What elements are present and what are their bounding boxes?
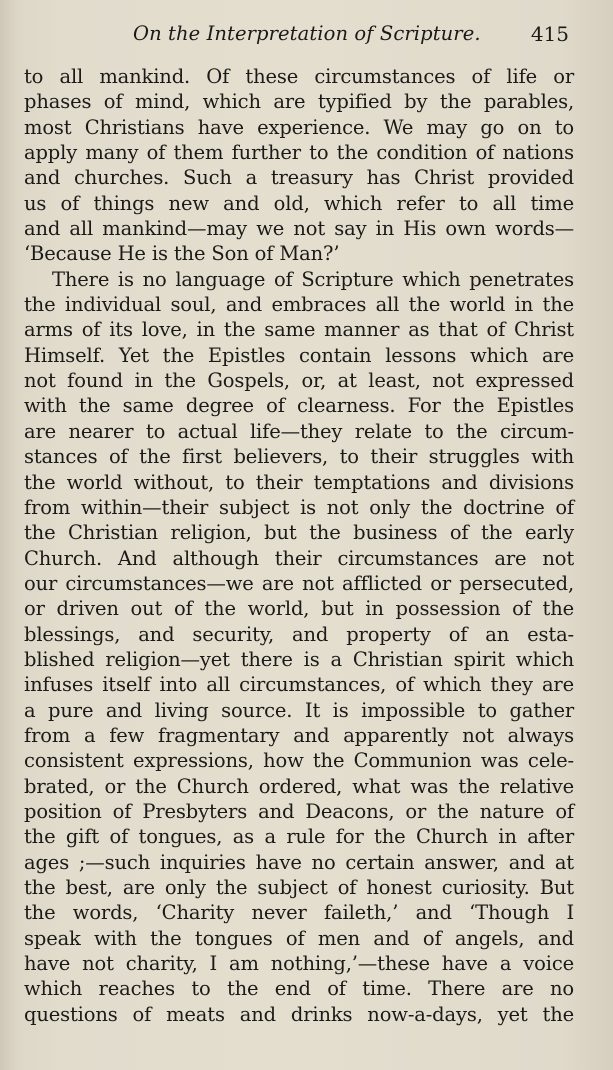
page-number: 415 [530, 22, 569, 46]
text-line-6: us of things new and old, which refer to all time [24, 191, 574, 215]
text-line-21: our circumstances—we are not afflicted or persecuted, [24, 571, 574, 595]
text-line-19: the Christian religion, but the business of the early [24, 521, 574, 545]
text-line-28: consistent expressions, how the Communion was cele- [24, 749, 574, 773]
text-line-37: which reaches to the end of time. There are no [24, 977, 574, 1001]
text-line-27: from a few fragmentary and apparently not always [24, 723, 574, 747]
running-title: On the Interpretation of Scripture. [133, 22, 481, 45]
text-line-17: the world without, to their temptations and divisions [24, 470, 574, 494]
text-line-14: with the same degree of clearness. For the Epistles [24, 394, 574, 418]
text-line-32: ages ;—such inquiries have no certain answer, and at [24, 850, 574, 874]
text-line-25: infuses itself into all circumstances, of which they are [24, 673, 574, 697]
text-line-34: the words, ‘Charity never faileth,’ and ‘Though I [24, 901, 574, 925]
text-line-1: to all mankind. Of these circumstances of life or [24, 65, 574, 88]
body-text [24, 64, 574, 1027]
text-line-29: brated, or the Church ordered, what was the relative [24, 774, 574, 798]
text-line-15: are nearer to actual life—they relate to the circum- [24, 419, 574, 443]
text-line-30: position of Presbyters and Deacons, or the nature of [24, 799, 574, 823]
text-line-10: the individual soul, and embraces all the world in the [24, 293, 574, 317]
text-line-24: blished religion—yet there is a Christian spirit which [24, 647, 574, 671]
text-line-35: speak with the tongues of men and of angels, and [24, 926, 574, 950]
text-line-11: arms of its love, in the same manner as that of Christ [24, 318, 574, 342]
text-line-33: the best, are only the subject of honest curiosity. But [24, 876, 574, 899]
text-line-13: not found in the Gospels, or, at least, not expressed [24, 369, 574, 393]
text-line-9: There is no language of Scripture which penetrates [52, 267, 574, 291]
text-line-5: and churches. Such a treasury has Christ provided [24, 166, 574, 190]
text-line-20: Church. And although their circumstances are not [24, 546, 574, 570]
text-line-23: blessings, and security, and property of an esta- [24, 622, 574, 646]
text-line-18: from within—their subject is not only the doctrine of [24, 495, 574, 519]
text-line-8: ‘Because He is the Son of Man?’ [24, 242, 340, 266]
text-line-36: have not charity, I am nothing,’—these have a voice [24, 952, 574, 976]
text-line-2: phases of mind, which are typified by the parables, [24, 90, 574, 114]
text-line-3: most Christians have experience. We may go on to [24, 115, 574, 139]
page-header [0, 20, 613, 50]
text-line-12: Himself. Yet the Epistles contain lessons which are [24, 343, 574, 367]
text-line-26: a pure and living source. It is impossible to gather [24, 698, 574, 722]
text-line-22: or driven out of the world, but in possession of the [24, 597, 574, 621]
text-line-7: and all mankind—may we not say in His own words— [24, 217, 574, 241]
text-line-38: questions of meats and drinks now-a-days, yet the [24, 1002, 574, 1026]
text-line-31: the gift of tongues, as a rule for the Church in after [24, 825, 574, 849]
text-line-4: apply many of them further to the condition of nations [24, 141, 574, 165]
text-line-16: stances of the first believers, to their struggles with [24, 445, 574, 469]
